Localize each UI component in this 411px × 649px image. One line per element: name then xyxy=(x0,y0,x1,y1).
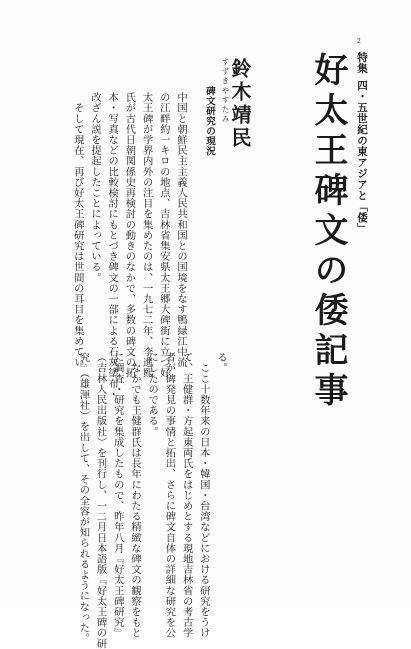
text-line: そして現在、再び好太王碑研究は世間の耳目を集めてい xyxy=(71,92,84,368)
text-line: 中国と朝鮮民主主義人民共和国との国境をなす鴨緑江中流 xyxy=(175,92,187,368)
text-line: る。 xyxy=(215,352,227,374)
text-line: （吉林人民出版社）を刊行し、一二月日本語版『好太王碑の研 xyxy=(94,352,107,649)
text-line: 本・写真などの比較検討にもとづき碑文の一部による石灰塗布・ xyxy=(106,92,119,400)
text-line: 究』（雄渾社）を出して、その全容が知られるようになった。 xyxy=(77,352,90,644)
series-label: 特集 xyxy=(356,52,368,74)
section-heading: 碑文研究の現況 xyxy=(204,86,215,156)
text-line: て、王健群・方起東両氏をはじめとする現地吉林省の考古学 xyxy=(180,352,193,639)
author-name: 鈴木靖民 xyxy=(228,58,252,150)
text-line: 者が碑発見の事情と拓出、さらに碑文自体の詳細な研究を公 xyxy=(163,352,176,639)
text-line: 改ざん説を提起したことによっている。 xyxy=(88,92,101,283)
text-line: 太王碑が学界内外の注目を集めたのは、一九七二年、李進熙 xyxy=(140,92,153,379)
article-title: 好太王碑文の倭記事 xyxy=(308,52,348,412)
text-line: 氏が古代日朝関係史再検討の動きのなかで、多数の碑文の拓 xyxy=(123,92,136,379)
body-text-lower xyxy=(74,352,229,649)
text-line: の江畔約一キロの地点、吉林省集安県太王郷大碑街に立つ好 xyxy=(157,92,170,379)
series-heading xyxy=(355,52,369,234)
text-line: なかでも王健群氏は長年にわたる精緻な碑文の観察をもと xyxy=(128,352,141,639)
text-line: に調査・研究を集成したもので、昨年八月『好太王碑研究』 xyxy=(111,352,124,639)
series-subtitle: 四・五世紀の東アジアと「倭」 xyxy=(356,80,368,234)
text-line: ここ十数年来の日本・韓国・台湾などにおける研究をうけ xyxy=(197,352,210,639)
text-line: にしたのである。 xyxy=(146,352,159,437)
author-reading: すずきやすたみ xyxy=(221,58,230,125)
page-number: 2 xyxy=(357,38,361,45)
